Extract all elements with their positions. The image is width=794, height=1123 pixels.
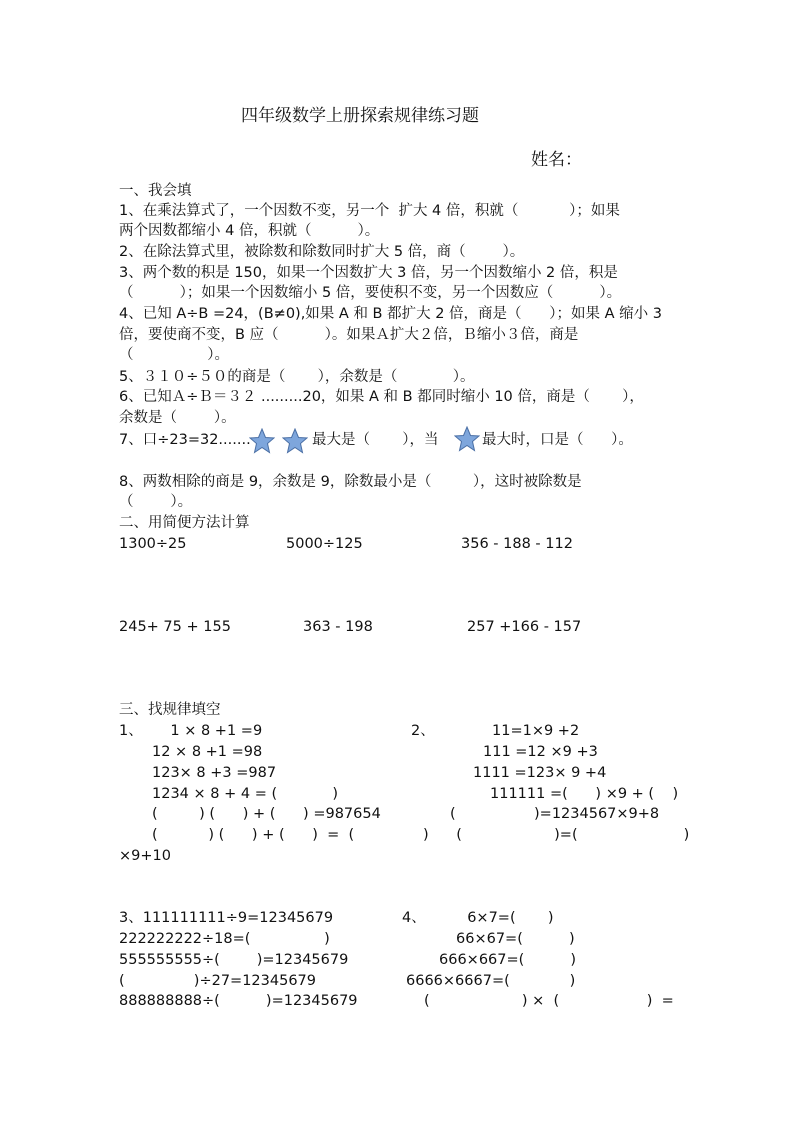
pattern-4-line: 6666×6667=( ) — [406, 973, 576, 989]
calc-problem: 5000÷125 — [286, 536, 363, 552]
calc-problem: 363 - 198 — [303, 619, 373, 635]
question-line: 余数是（ ）。 — [119, 410, 236, 426]
pattern-2-line: 111111 =( ) ×9 + ( ) — [490, 786, 679, 802]
calc-problem: 356 - 188 - 112 — [461, 536, 573, 552]
pattern-4-line: ( ) × ( ) = — [424, 993, 674, 1009]
pattern-2-line: ( )=1234567×9+8 — [450, 806, 660, 822]
star-icon — [454, 426, 480, 452]
pattern-3-line: 3、111111111÷9=12345679 — [119, 910, 334, 926]
page-title: 四年级数学上册探索规律练习题 — [241, 106, 479, 126]
pattern-2-line: 2、 — [411, 723, 435, 739]
pattern-1-line: 123× 8 +3 =987 — [152, 765, 277, 781]
pattern-2-line: 1111 =123× 9 +4 — [473, 765, 607, 781]
question-line: 4、已知 A÷B =24，(B≠0),如果 A 和 B 都扩大 2 倍，商是（ ）；如果 A 缩小 3 — [119, 306, 662, 322]
section-2-heading: 二、用简便方法计算 — [119, 515, 250, 531]
question-line: 8、两数相除的商是 9，余数是 9，除数最小是（ ），这时被除数是 — [119, 474, 582, 490]
question-line: （ ）。 — [119, 347, 229, 363]
question-line: 两个因数都缩小 4 倍，积就（ ）。 — [119, 223, 380, 239]
pattern-4-line: 4、 6×7=( ) — [402, 910, 554, 926]
pattern-1-line: 1、 1 × 8 +1 =9 — [119, 723, 263, 739]
pattern-2-line: 111 =12 ×9 +3 — [483, 744, 598, 760]
name-label: 姓名： — [531, 150, 582, 170]
question-line: 6、已知Ａ÷Ｂ＝３２ .........20，如果 A 和 B 都同时缩小 10 倍，商是（ ）， — [119, 389, 644, 405]
section-1-heading: 一、我会填 — [119, 183, 192, 199]
pattern-1-line: 12 × 8 +1 =98 — [152, 744, 263, 760]
question-line: 倍，要使商不变，B 应（ ）。如果Ａ扩大２倍，Ｂ缩小３倍，商是 — [119, 327, 579, 343]
q7-prefix: 7、口÷23=32....... — [119, 432, 251, 448]
pattern-1-line: ( ) ( ) + ( ) = ( — [152, 827, 355, 843]
question-line: （ ）；如果一个因数缩小 5 倍，要使积不变，另一个因数应（ ）。 — [119, 285, 622, 301]
question-line: 5、３１０÷５０的商是（ ），余数是（ ）。 — [119, 369, 475, 385]
question-line: 3、两个数的积是 150，如果一个因数扩大 3 倍，另一个因数缩小 2 倍，积是 — [119, 265, 618, 281]
pattern-1-line: ( ) ( ) + ( ) =987654 — [152, 806, 381, 822]
pattern-3-line: ( )÷27=12345679 — [119, 973, 317, 989]
star-icon — [249, 428, 275, 454]
question-line: 2、在除法算式里，被除数和除数同时扩大 5 倍，商（ ）。 — [119, 244, 525, 260]
calc-problem: 1300÷25 — [119, 536, 187, 552]
question-line: （ ）。 — [119, 494, 193, 510]
calc-problem: 245+ 75 + 155 — [119, 619, 231, 635]
q7-end: 最大时，口是（ ）。 — [482, 432, 633, 448]
section-3-heading: 三、找规律填空 — [119, 702, 221, 718]
pattern-1-line: 1234 × 8 + 4 = ( ) — [152, 786, 339, 802]
calc-problem: 257 +166 - 157 — [467, 619, 582, 635]
pattern-2-line: ) ( )=( ) — [423, 827, 690, 843]
pattern-3-line: 222222222÷18=( ) — [119, 931, 330, 947]
q7-mid: 最大是（ ），当 — [312, 432, 439, 448]
pattern-4-line: 66×67=( ) — [456, 931, 575, 947]
pattern-3-line: 888888888÷( )=12345679 — [119, 993, 358, 1009]
question-line: 1、在乘法算式了，一个因数不变，另一个 扩大 4 倍，积就（ ）；如果 — [119, 203, 620, 219]
pattern-2-line: 11=1×9 +2 — [492, 723, 580, 739]
pattern-4-line: 666×667=( ) — [439, 952, 577, 968]
pattern-3-line: 555555555÷( )=12345679 — [119, 952, 349, 968]
star-icon — [282, 428, 308, 454]
pattern-1-line: ×9+10 — [119, 848, 171, 864]
